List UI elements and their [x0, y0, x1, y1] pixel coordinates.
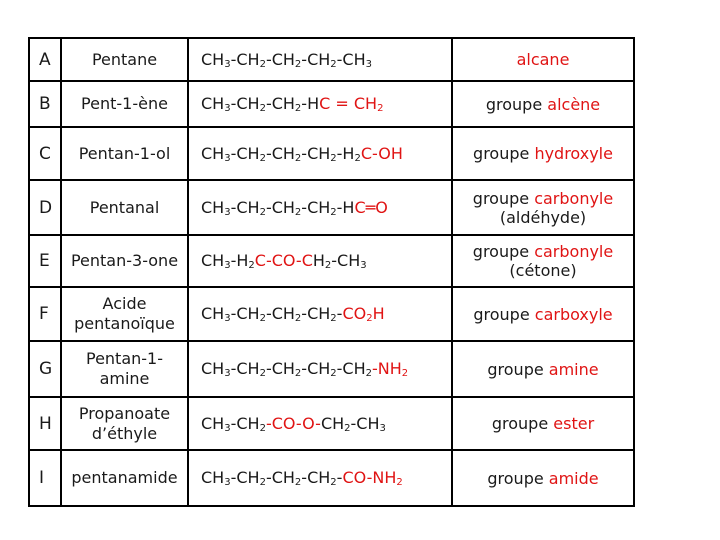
formula-segment: -CH: [230, 49, 260, 69]
formula-subscript: 3: [224, 368, 231, 379]
row-letter: C: [29, 127, 61, 180]
formula-segment: -CH: [265, 49, 295, 69]
formula: [188, 341, 452, 397]
formula-segment: -CH: [350, 413, 380, 433]
formula-subscript: 2: [294, 152, 302, 164]
formula-subscript: 2: [259, 206, 266, 218]
formula-segment: -CH: [301, 359, 331, 378]
formula-subscript: 2: [396, 477, 403, 488]
formula-subscript: 3: [224, 58, 231, 70]
formula-segment: CH: [201, 94, 225, 113]
formula: [188, 235, 452, 287]
formula-subscript: 2: [259, 368, 266, 379]
formula-subscript: 2: [259, 313, 266, 324]
group-prefix: groupe: [487, 468, 544, 488]
formula: [188, 397, 452, 450]
group-line: [453, 95, 633, 114]
formula-subscript: 3: [224, 206, 231, 218]
formula-segment: -CH: [265, 197, 295, 217]
formula-segment: CH: [201, 359, 225, 378]
group-prefix: groupe: [487, 359, 544, 379]
functional-group: [452, 235, 634, 287]
table-row: [29, 38, 634, 81]
formula-segment: H: [372, 304, 385, 323]
formula-segment: CH: [201, 143, 225, 163]
formula-segment: -CH: [230, 143, 260, 163]
formula-subscript: 3: [224, 152, 231, 164]
formula-subscript: 2: [248, 260, 255, 271]
group-term: carbonyle: [534, 188, 614, 208]
functional-group: [452, 341, 634, 397]
formula-segment: -CH: [230, 304, 260, 323]
functional-group: [452, 287, 634, 341]
formula-segment: -H: [301, 94, 320, 113]
table-row: [29, 450, 634, 506]
group-term: hydroxyle: [534, 144, 613, 163]
formula-segment: CO: [342, 304, 367, 323]
group-prefix: groupe: [473, 304, 530, 324]
formula-segment: -CH: [265, 94, 295, 113]
formula-segment: -H: [336, 143, 355, 163]
functional-group: [452, 180, 634, 235]
formula: [188, 287, 452, 341]
compound-name: Pentan-1-ol: [61, 127, 188, 180]
formula-subscript: 2: [344, 422, 351, 434]
formula-segment: -: [336, 468, 343, 487]
functional-groups-table: [28, 37, 635, 507]
formula-subscript: 2: [330, 152, 337, 164]
group-prefix: groupe: [473, 144, 530, 163]
formula-subscript: 2: [294, 206, 302, 218]
row-letter: I: [29, 450, 61, 506]
table-row: [29, 180, 634, 235]
formula-subscript: 2: [330, 206, 337, 218]
formula-subscript: 3: [224, 103, 231, 114]
compound-name: Pent-1-ène: [61, 81, 188, 127]
formula-segment: -CH: [265, 304, 295, 323]
formula-subscript: 2: [330, 313, 337, 324]
formula-subscript: 3: [224, 422, 231, 434]
formula-subscript: 2: [365, 368, 373, 379]
formula-segment: C═O: [354, 197, 388, 217]
formula-segment: -CH: [230, 94, 260, 113]
group-note: (cétone): [509, 261, 577, 280]
group-line: [453, 414, 633, 433]
formula-segment: -CH: [230, 468, 260, 487]
formula-subscript: 2: [366, 313, 373, 324]
formula-subscript: 3: [360, 260, 367, 271]
functional-group: [452, 38, 634, 81]
table-row: [29, 341, 634, 397]
formula: [188, 180, 452, 235]
group-prefix: groupe: [472, 242, 530, 261]
formula-subscript: 2: [324, 260, 332, 271]
formula-segment: -H: [230, 251, 249, 270]
formula-subscript: 2: [330, 368, 337, 379]
formula-segment: -CH: [301, 143, 331, 163]
row-letter: E: [29, 235, 61, 287]
formula-subscript: 2: [294, 368, 302, 379]
group-line: [453, 360, 633, 379]
group-term: alcène: [547, 94, 601, 114]
formula-subscript: 2: [294, 477, 302, 488]
compound-name: Pentan-3-one: [61, 235, 188, 287]
row-letter: B: [29, 81, 61, 127]
table-row: [29, 287, 634, 341]
group-line: [453, 144, 633, 163]
formula-subscript: 2: [294, 58, 302, 70]
formula-subscript: 2: [401, 368, 409, 379]
functional-group: [452, 81, 634, 127]
formula-segment: -CH: [301, 197, 331, 217]
group-line: [453, 305, 633, 324]
formula-subscript: 3: [224, 260, 231, 271]
compound-name: Pentane: [61, 38, 188, 81]
formula-subscript: 3: [224, 313, 231, 324]
formula-segment: -CH: [331, 251, 361, 270]
formula-segment: -CH: [265, 468, 295, 487]
formula-subscript: 3: [224, 477, 231, 488]
compound-name: Acide pentanoïque: [61, 287, 188, 341]
formula-subscript: 2: [354, 152, 361, 164]
compound-name: pentanamide: [61, 450, 188, 506]
formula-subscript: 2: [377, 103, 384, 114]
formula-segment: -CH: [301, 49, 331, 69]
formula-segment: -: [336, 304, 343, 323]
formula: [188, 450, 452, 506]
row-letter: A: [29, 38, 61, 81]
functional-group: [452, 450, 634, 506]
formula-segment: -CH: [265, 143, 295, 163]
group-prefix: groupe: [485, 94, 543, 114]
formula-segment: -CH: [265, 359, 295, 378]
formula-subscript: 2: [330, 58, 337, 70]
group-term: carbonyle: [534, 242, 614, 261]
table-row: [29, 81, 634, 127]
formula-segment: CH: [201, 413, 225, 433]
group-line: [453, 189, 633, 208]
group-line: [453, 50, 633, 69]
formula-subscript: 2: [259, 103, 266, 114]
formula-segment: C-OH: [360, 143, 403, 163]
group-prefix: groupe: [491, 414, 549, 433]
formula-segment: CH: [201, 468, 225, 487]
formula-segment: -CH: [230, 197, 260, 217]
formula-segment: -CH: [230, 413, 260, 433]
group-term: alcane: [516, 50, 570, 69]
formula-subscript: 2: [294, 103, 302, 114]
formula-subscript: 2: [259, 422, 266, 434]
formula-segment: -NH: [372, 359, 402, 378]
formula-segment: -CH: [336, 359, 366, 378]
formula-segment: C = CH: [319, 94, 378, 113]
formula-subscript: 2: [294, 313, 302, 324]
compound-name: Pentanal: [61, 180, 188, 235]
functional-group: [452, 127, 634, 180]
formula-segment: CH: [201, 251, 225, 270]
group-term: amide: [548, 468, 599, 488]
formula-segment: -CH: [230, 359, 260, 378]
formula-segment: C-CO-C: [254, 251, 313, 270]
row-letter: D: [29, 180, 61, 235]
row-letter: F: [29, 287, 61, 341]
formula-segment: -CH: [301, 468, 331, 487]
table-row: [29, 235, 634, 287]
formula-segment: -CO-O-: [265, 413, 321, 433]
compound-name: Propanoate d’éthyle: [61, 397, 188, 450]
formula-subscript: 2: [330, 477, 337, 488]
formula-subscript: 3: [379, 422, 386, 434]
formula-segment: -CH: [301, 304, 331, 323]
formula-segment: CH: [201, 197, 225, 217]
group-line: [453, 469, 633, 488]
group-prefix: groupe: [472, 188, 530, 208]
table-row: [29, 127, 634, 180]
formula-segment: -H: [336, 197, 355, 217]
row-letter: G: [29, 341, 61, 397]
formula: [188, 127, 452, 180]
group-term: carboxyle: [534, 304, 613, 324]
formula-segment: CH: [201, 49, 225, 69]
row-letter: H: [29, 397, 61, 450]
group-note: (aldéhyde): [499, 207, 587, 227]
group-term: amine: [548, 359, 599, 379]
formula-subscript: 2: [259, 58, 266, 70]
functional-group: [452, 397, 634, 450]
group-line: [453, 242, 633, 261]
formula-segment: CH: [320, 413, 345, 433]
formula-subscript: 2: [259, 477, 266, 488]
formula-segment: CH: [201, 304, 225, 323]
formula-segment: H: [312, 251, 325, 270]
formula-subscript: 2: [259, 152, 266, 164]
formula-segment: -CH: [336, 49, 366, 69]
formula-segment: CO-NH: [342, 468, 397, 487]
formula: [188, 38, 452, 81]
compound-name: Pentan-1-amine: [61, 341, 188, 397]
formula-subscript: 3: [365, 58, 373, 70]
table-row: [29, 397, 634, 450]
group-term: ester: [553, 414, 595, 433]
formula: [188, 81, 452, 127]
